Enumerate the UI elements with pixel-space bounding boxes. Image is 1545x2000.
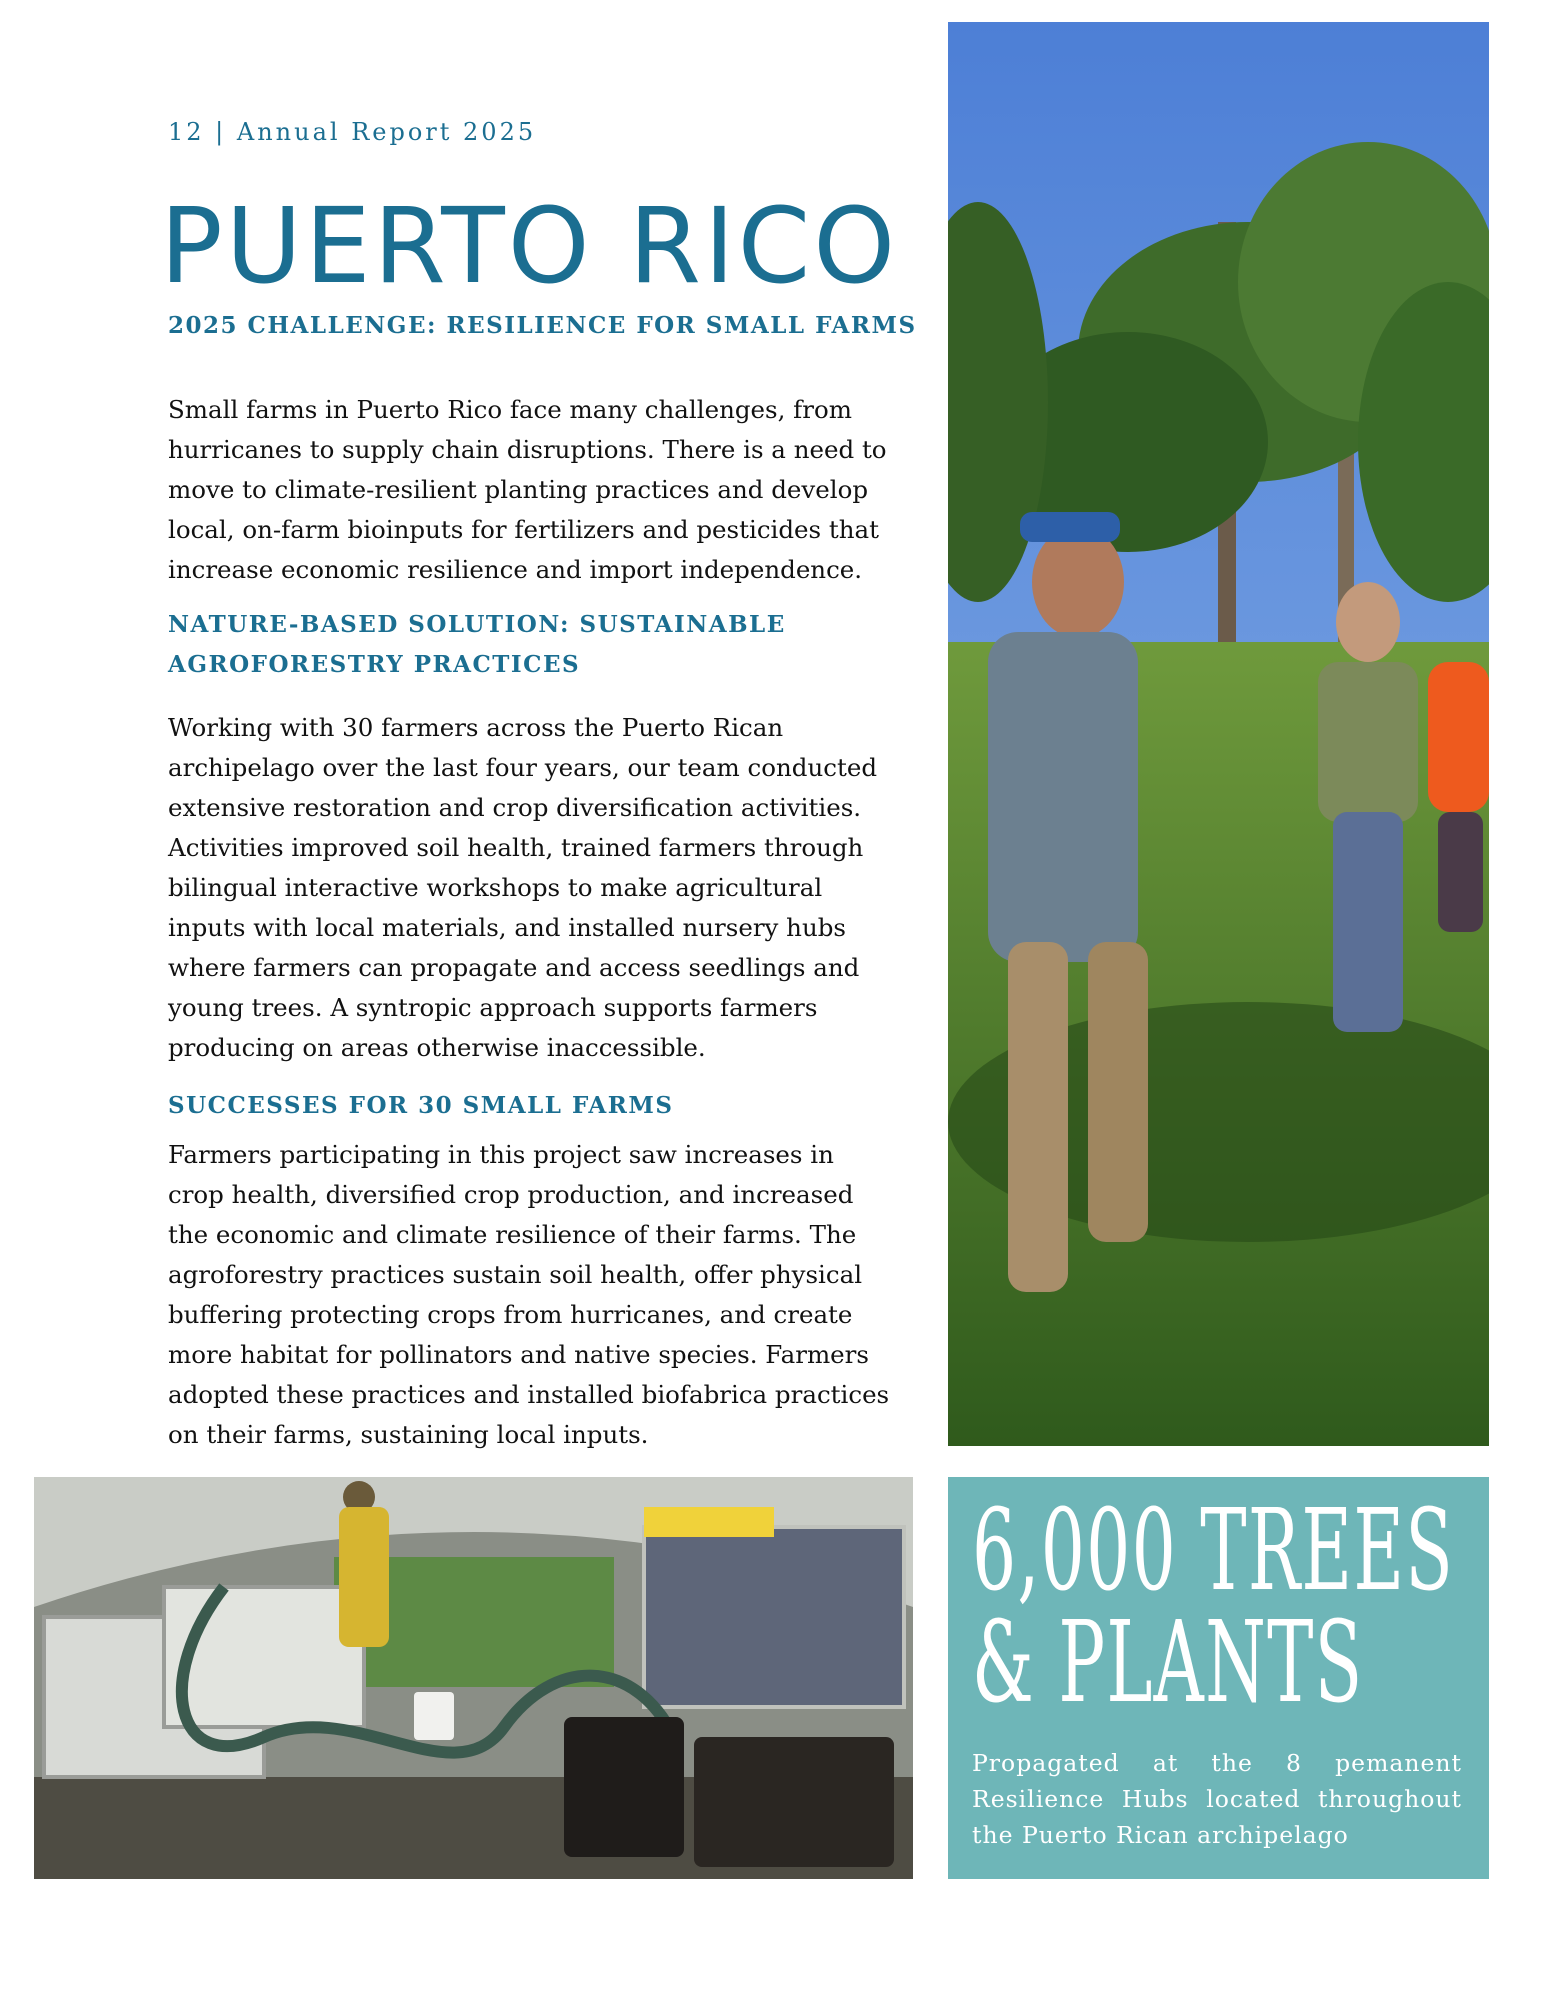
body-line: extensive restoration and crop diversification activities. bbox=[168, 793, 862, 822]
section-body-successes bbox=[168, 1135, 938, 1455]
section-heading-challenge: 2025 CHALLENGE: RESILIENCE FOR SMALL FARMS bbox=[168, 312, 917, 339]
greenhouse-photo bbox=[34, 1477, 913, 1879]
body-line: Farmers participating in this project saw increases in bbox=[168, 1140, 834, 1169]
body-line: Activities improved soil health, trained farmers through bbox=[168, 833, 864, 862]
body-line: Small farms in Puerto Rico face many challenges, from bbox=[168, 395, 852, 424]
body-line: archipelago over the last four years, our team conducted bbox=[168, 753, 878, 782]
stat-caption: Propagated at the 8 pemanent Resilience Hubs located throughout the Puerto Rican archipelago bbox=[972, 1749, 1462, 1849]
greenhouse-photo-illustration bbox=[34, 1477, 913, 1879]
farmers-photo bbox=[948, 22, 1489, 1446]
body-line: bilingual interactive workshops to make agricultural bbox=[168, 873, 823, 902]
section-heading-successes: SUCCESSES FOR 30 SMALL FARMS bbox=[168, 1092, 674, 1119]
body-line: agroforestry practices sustain soil health, offer physical bbox=[168, 1260, 863, 1289]
body-line: move to climate-resilient planting practices and develop bbox=[168, 475, 869, 504]
farmers-photo-illustration bbox=[948, 22, 1489, 1446]
stat-callout bbox=[948, 1477, 1489, 1879]
section-body-challenge bbox=[168, 390, 938, 590]
body-line: more habitat for pollinators and native species. Farmers bbox=[168, 1340, 869, 1369]
body-line: local, on-farm bioinputs for fertilizers and pesticides that bbox=[168, 515, 879, 544]
body-line: increase economic resilience and import independence. bbox=[168, 555, 863, 584]
stat-value-line: 6,000 TREES bbox=[972, 1486, 1455, 1616]
page-title: PUERTO RICO bbox=[160, 185, 899, 307]
body-line: where farmers can propagate and access seedlings and bbox=[168, 953, 860, 982]
body-line: young trees. A syntropic approach supports farmers bbox=[168, 993, 818, 1022]
section-body-solution bbox=[168, 708, 938, 1068]
page-label: 12 | Annual Report 2025 bbox=[168, 118, 537, 146]
stat-value bbox=[972, 1486, 1455, 1728]
body-line: hurricanes to supply chain disruptions. There is a need to bbox=[168, 435, 887, 464]
heading-line: AGROFORESTRY PRACTICES bbox=[168, 651, 581, 678]
body-line: Working with 30 farmers across the Puerto Rican bbox=[168, 713, 784, 742]
body-line: on their farms, sustaining local inputs. bbox=[168, 1420, 649, 1449]
body-line: buffering protecting crops from hurricanes, and create bbox=[168, 1300, 853, 1329]
body-line: the economic and climate resilience of their farms. The bbox=[168, 1220, 857, 1249]
section-heading-solution bbox=[168, 605, 928, 685]
body-line: inputs with local materials, and installed nursery hubs bbox=[168, 913, 846, 942]
body-line: crop health, diversified crop production, and increased bbox=[168, 1180, 854, 1209]
body-line: adopted these practices and installed biofabrica practices bbox=[168, 1380, 890, 1409]
stat-value-line: & PLANTS bbox=[972, 1598, 1364, 1728]
body-line: producing on areas otherwise inaccessible. bbox=[168, 1033, 706, 1062]
heading-line: NATURE-BASED SOLUTION: SUSTAINABLE bbox=[168, 611, 786, 638]
